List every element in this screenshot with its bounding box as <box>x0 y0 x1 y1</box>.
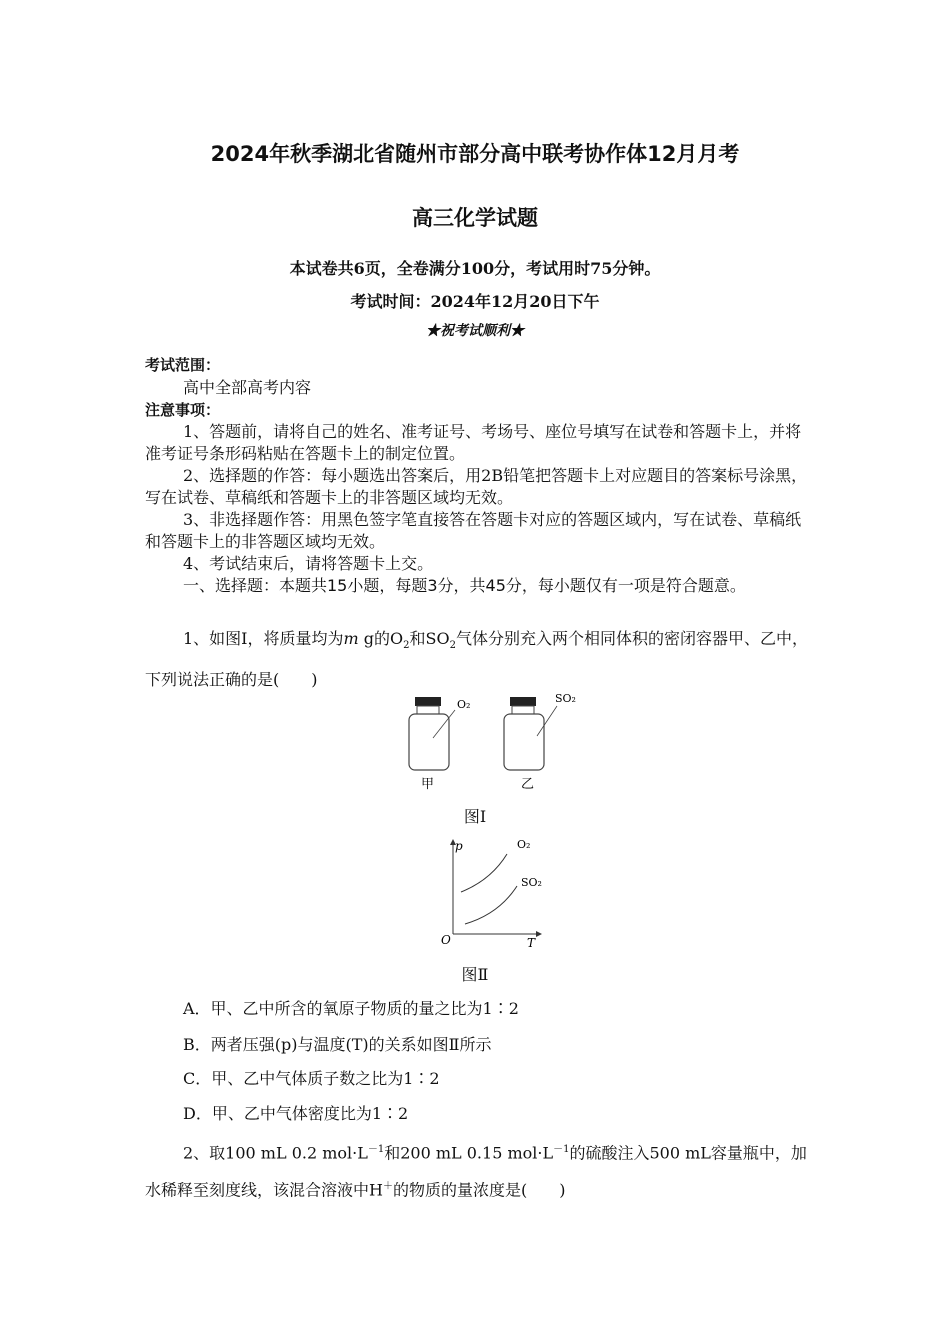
jar-right-name: 乙 <box>521 777 535 792</box>
scope-value: 高中全部高考内容 <box>183 378 312 397</box>
option-d: D．甲、乙中气体密度比为1∶2 <box>183 1104 409 1123</box>
curve-o2-label: O₂ <box>517 838 531 851</box>
figure-1-gas-jars <box>395 688 595 798</box>
section-heading: 一、选择题：本题共15小题，每题3分，共45分，每小题仅有一项是符合题意。 <box>183 576 746 595</box>
option-c: C．甲、乙中气体质子数之比为1∶2 <box>183 1069 440 1088</box>
figure-2-pt-graph <box>435 834 565 954</box>
jar-right-gas-label: SO₂ <box>555 692 576 705</box>
figure-1-caption: 图Ⅰ <box>463 807 487 826</box>
notes-label: 注意事项： <box>145 401 221 419</box>
note-item: 3、非选择题作答：用黑色签字笔直接答在答题卡对应的答题区域内，写在试卷、草稿纸和答题卡上的非答题区域均无效。 <box>145 510 802 551</box>
notes-list <box>145 421 810 575</box>
note-item: 1、答题前，请将自己的姓名、准考证号、考场号、座位号填写在试卷和答题卡上，并将准考证号条形码粘贴在答题卡上的制定位置。 <box>145 422 802 463</box>
option-a: A．甲、乙中所含的氧原子物质的量之比为1∶2 <box>183 999 519 1018</box>
curve-so2 <box>465 886 517 924</box>
jar-right <box>504 692 576 792</box>
exam-info-pages: 本试卷共6页，全卷满分100分，考试用时75分钟。 <box>289 259 661 278</box>
sub-title: 高三化学试题 <box>412 206 538 230</box>
curve-o2 <box>461 854 507 892</box>
y-axis-label: p <box>455 839 463 853</box>
scope-label: 考试范围： <box>145 356 221 374</box>
good-luck-banner: ★祝考试顺利★ <box>426 323 524 339</box>
note-item: 2、选择题的作答：每小题选出答案后，用2B铅笔把答题卡上对应题目的答案标号涂黑，写在试卷、草稿纸和答题卡上的非答题区域均无效。 <box>145 466 808 507</box>
x-axis-label: T <box>527 936 536 950</box>
exam-info-time: 考试时间：2024年12月20日下午 <box>350 292 600 311</box>
main-title: 2024年秋季湖北省随州市部分高中联考协作体12月月考 <box>210 142 740 166</box>
note-item: 4、考试结束后，请将答题卡上交。 <box>183 554 434 573</box>
origin-label: O <box>441 933 451 947</box>
jar-left <box>409 697 470 792</box>
question-2-stem: 2、取100 mL 0.2 $mol\cdot L^{-1}$和200 mL 0.15 $mol\cdot L^{-1}$的硫酸注入500 mL容量瓶中，加水稀释至刻度线，该混合溶液中H＋的物质的量浓度是( ) <box>145 1143 807 1200</box>
curve-so2-label: SO₂ <box>521 876 542 889</box>
jar-left-name: 甲 <box>421 777 435 792</box>
option-b: B．两者压强(p)与温度(T)的关系如图Ⅱ所示 <box>183 1035 492 1054</box>
jar-left-gas-label: O₂ <box>457 698 471 711</box>
figure-2-caption: 图Ⅱ <box>461 965 489 984</box>
question-1-stem: 1、如图Ⅰ，将质量均为m g的$O_2$和$SO_2$气体分别充入两个相同体积的密闭容器甲、乙中，下列说法正确的是( ) <box>145 629 808 690</box>
